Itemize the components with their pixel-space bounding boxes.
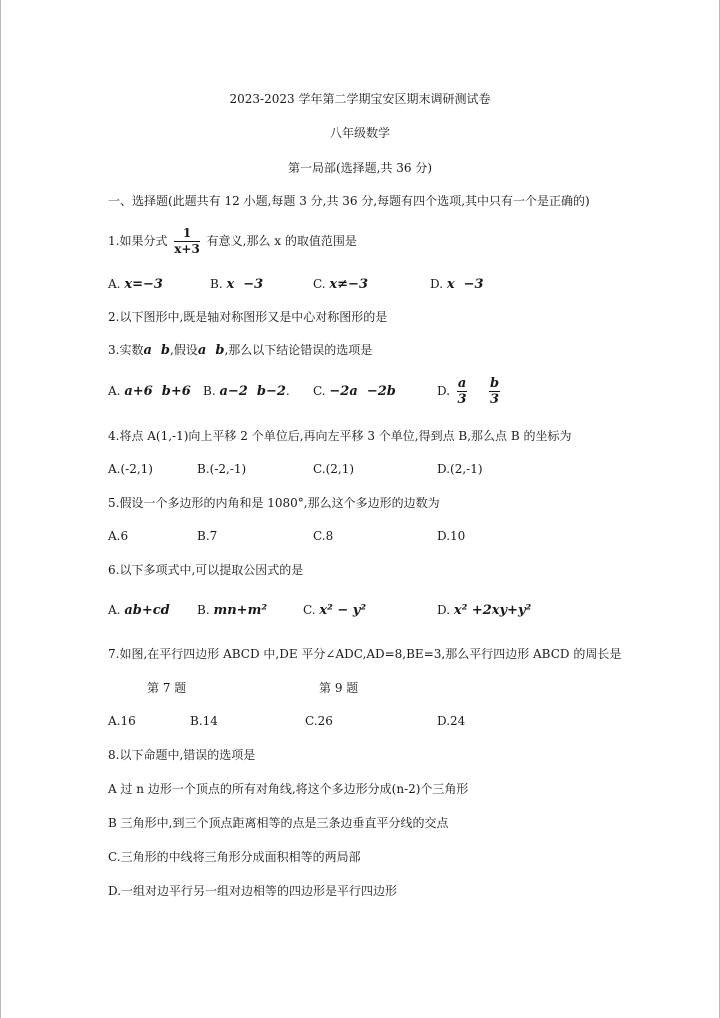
question-7: 7.如图,在平行四边形 ABCD 中,DE 平分∠ADC,AD=8,BE=3,那么平行四边形 ABCD 的周长是 xyxy=(108,647,622,661)
q1-option-a: A. x=−3 xyxy=(108,277,163,292)
q5-option-c: C.8 xyxy=(313,529,334,543)
question-6: 6.以下多项式中,可以提取公因式的是 xyxy=(108,563,304,577)
q7-option-a: A.16 xyxy=(108,714,136,728)
q3-option-b: B. a−2 b−2. xyxy=(203,384,290,399)
q6-option-a: A. ab+cd xyxy=(108,603,170,618)
q1-text-post: 有意义,那么 x 的取值范围是 xyxy=(206,234,357,248)
exam-title: 2023-2023 学年第二学期宝安区期末调研测试卷 xyxy=(229,92,491,106)
q1-frac-num: 1 xyxy=(174,226,200,242)
q6-option-c: C. x² − y² xyxy=(303,603,367,618)
q1-text-pre: 1.如果分式 xyxy=(108,234,168,248)
q6-option-d: D. x² +2xy+y² xyxy=(437,603,532,618)
q3-d-frac-left: $\frac{a}{3}$ xyxy=(457,376,467,407)
q5-option-a: A.6 xyxy=(108,529,129,543)
q3-option-c: C. −2a −2b xyxy=(313,384,396,399)
q6-option-b: B. mn+m² xyxy=(197,603,268,618)
question-8: 8.以下命题中,错误的选项是 xyxy=(108,748,256,762)
q1-option-b: B. x −3 xyxy=(210,277,264,292)
page-border-left xyxy=(0,0,1,1018)
q4-option-a: A.(-2,1) xyxy=(108,462,153,476)
q3-d-frac-right: $\frac{b}{3}$ xyxy=(489,376,500,407)
q4-option-c: C.(2,1) xyxy=(313,462,355,476)
q8-option-b: B 三角形中,到三个顶点距离相等的点是三条边垂直平分线的交点 xyxy=(108,816,449,830)
part-heading: 第一局部(选择题,共 36 分) xyxy=(287,161,433,175)
question-3: 3.实数a b,假设a b,那么以下结论错误的选项是 xyxy=(108,343,373,358)
q1-option-c: C. x≠−3 xyxy=(313,277,368,292)
q3-option-d: D. $\frac{a}{3}$ $\frac{b}{3}$ xyxy=(437,376,500,407)
figure-7-caption: 第 7 题 xyxy=(147,681,187,695)
q1-option-d: D. x −3 xyxy=(430,277,484,292)
q4-option-b: B.(-2,-1) xyxy=(197,462,247,476)
question-5: 5.假设一个多边形的内角和是 1080°,那么这个多边形的边数为 xyxy=(108,496,440,510)
q8-option-c: C.三角形的中线将三角形分成面积相等的两局部 xyxy=(108,850,361,864)
q8-option-d: D.一组对边平行另一组对边相等的四边形是平行四边形 xyxy=(108,884,398,898)
question-2: 2.以下图形中,既是轴对称图形又是中心对称图形的是 xyxy=(108,310,388,324)
q7-option-b: B.14 xyxy=(190,714,218,728)
q3-option-a: A. a+6 b+6 xyxy=(108,384,191,399)
figure-9-caption: 第 9 题 xyxy=(319,681,359,695)
q1-frac-den: x+3 xyxy=(174,242,200,256)
q7-option-c: C.26 xyxy=(305,714,333,728)
q8-option-a: A 过 n 边形一个顶点的所有对角线,将这个多边形分成(n-2)个三角形 xyxy=(108,782,469,796)
section-instruction: 一、选择题(此题共有 12 小题,每题 3 分,共 36 分,每题有四个选项,其中只有一个是正确的) xyxy=(108,194,590,208)
question-4: 4.将点 A(1,-1)向上平移 2 个单位后,再向左平移 3 个单位,得到点 B,那么点 B 的坐标为 xyxy=(108,429,572,443)
q7-option-d: D.24 xyxy=(437,714,466,728)
q4-option-d: D.(2,-1) xyxy=(437,462,483,476)
exam-subtitle: 八年级数学 xyxy=(329,126,390,140)
q5-option-b: B.7 xyxy=(197,529,218,543)
q5-option-d: D.10 xyxy=(437,529,466,543)
q1-fraction xyxy=(174,226,200,257)
question-1 xyxy=(108,226,357,257)
